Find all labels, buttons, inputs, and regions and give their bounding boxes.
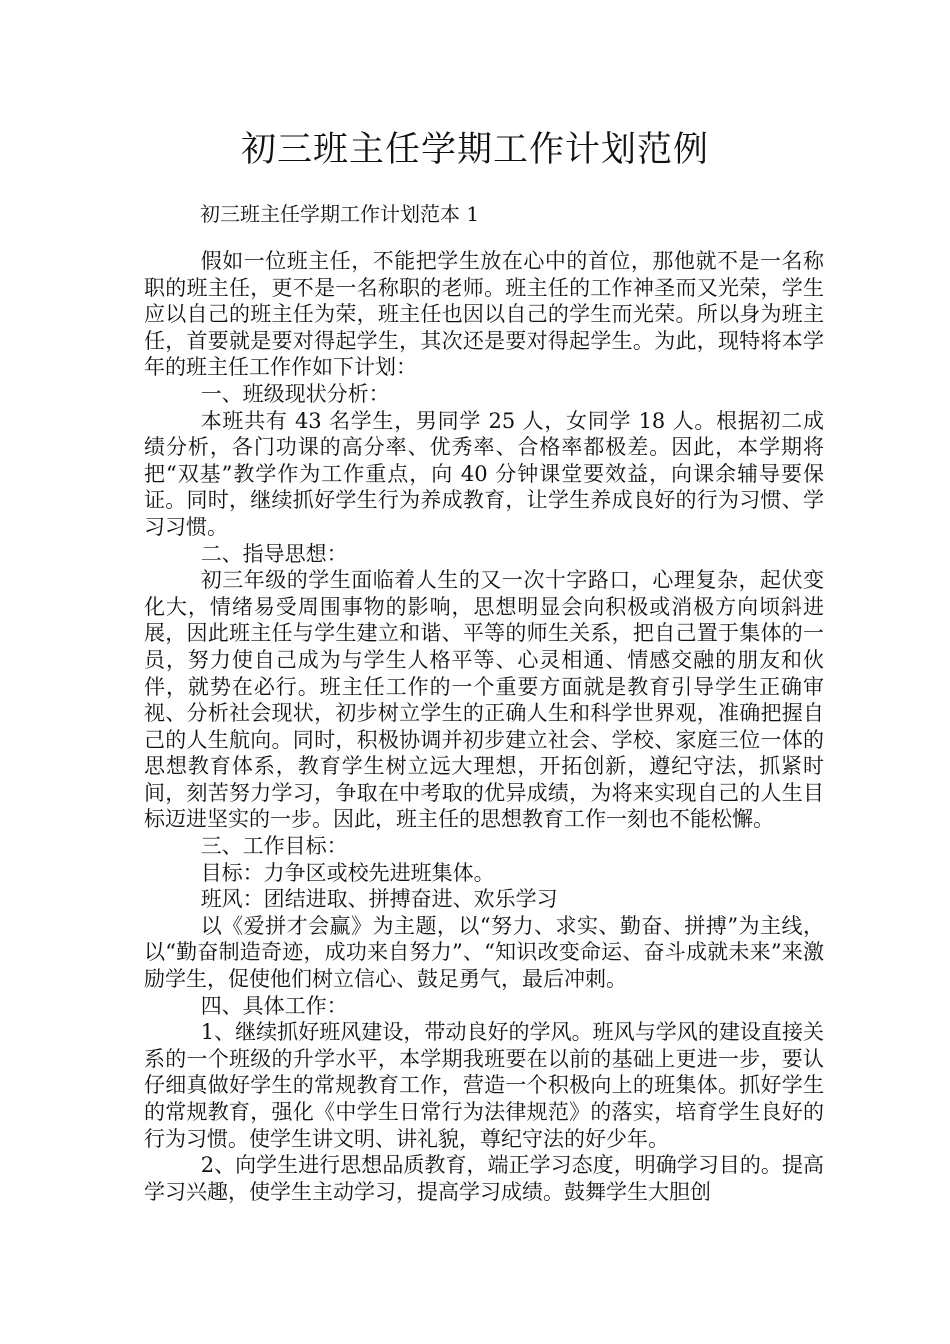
theme-paragraph: 以《爱拼才会赢》为主题，以“努力、求实、勤奋、拼搏”为主线，以“勤奋制造奇迹，成功来自努力”、“知识改变命运、奋斗成就未来”来激励学生，促使他们树立信心、鼓足勇气，最后冲刺。	[144, 913, 824, 992]
work-item-1-paragraph: 1、继续抓好班风建设，带动良好的学风。班风与学风的建设直接关系的一个班级的升学水平，本学期我班要在以前的基础上更进一步，要认仔细真做好学生的常规教育工作，营造一个积极向上的班集体。抓好学生的常规教育，强化《中学生日常行为法律规范》的落实，培育学生良好的行为习惯。使学生讲文明、讲礼貌，尊纪守法的好少年。	[144, 1020, 824, 1151]
class-status-paragraph: 本班共有 43 名学生，男同学 25 人，女同学 18 人。根据初二成绩分析，各门功课的高分率、优秀率、合格率都极差。因此，本学期将把“双基”教学作为工作重点，向 40 分钟课堂要效益，向课余辅导要保证。同时，继续抓好学生行为养成教育，让学生养成良好的行为习惯、学习习惯。	[144, 408, 824, 539]
document-title: 初三班主任学期工作计划范例	[240, 130, 709, 170]
guiding-thought-paragraph: 初三年级的学生面临着人生的又一次十字路口，心理复杂，起伏变化大，情绪易受周围事物的影响，思想明显会向积极或消极方向顷斜进展，因此班主任与学生建立和谐、平等的师生关系，把自己置于集体的一员，努力使自己成为与学生人格平等、心灵相通、情感交融的朋友和伙伴，就势在必行。班主任工作的一个重要方面就是教育引导学生正确审视、分析社会现状，初步树立学生的正确人生和科学世界观，准确把握自己的人生航向。同时，积极协调并初步建立社会、学校、家庭三位一体的思想教育体系，教育学生树立远大理想，开拓创新，遵纪守法，抓紧时间，刻苦努力学习，争取在中考取的优异成绩，为将来实现自己的人生目标迈进坚实的一步。因此，班主任的思想教育工作一刻也不能松懈。	[144, 568, 824, 832]
class-spirit-line: 班风：团结进取、拼搏奋进、欢乐学习	[200, 887, 558, 912]
document-subtitle: 初三班主任学期工作计划范本 1	[200, 202, 480, 226]
section-heading-specific-work: 四、具体工作：	[200, 993, 348, 1018]
section-heading-guiding-thought: 二、指导思想：	[200, 541, 348, 566]
goal-line: 目标：力争区或校先进班集体。	[200, 860, 495, 885]
document-body	[144, 248, 824, 1205]
work-item-2-paragraph: 2、向学生进行思想品质教育，端正学习态度，明确学习目的。提高学习兴趣，使学生主动学习，提高学习成绩。鼓舞学生大胆创	[144, 1153, 824, 1204]
section-heading-class-status: 一、班级现状分析：	[200, 381, 390, 406]
section-heading-goals: 三、工作目标：	[200, 834, 348, 859]
intro-paragraph: 假如一位班主任，不能把学生放在心中的首位，那他就不是一名称职的班主任，更不是一名称职的老师。班主任的工作神圣而又光荣，学生应以自己的班主任为荣，班主任也因以自己的学生而光荣。所以身为班主任，首要就是要对得起学生，其次还是要对得起学生。为此，现特将本学年的班主任工作作如下计划：	[144, 249, 824, 380]
